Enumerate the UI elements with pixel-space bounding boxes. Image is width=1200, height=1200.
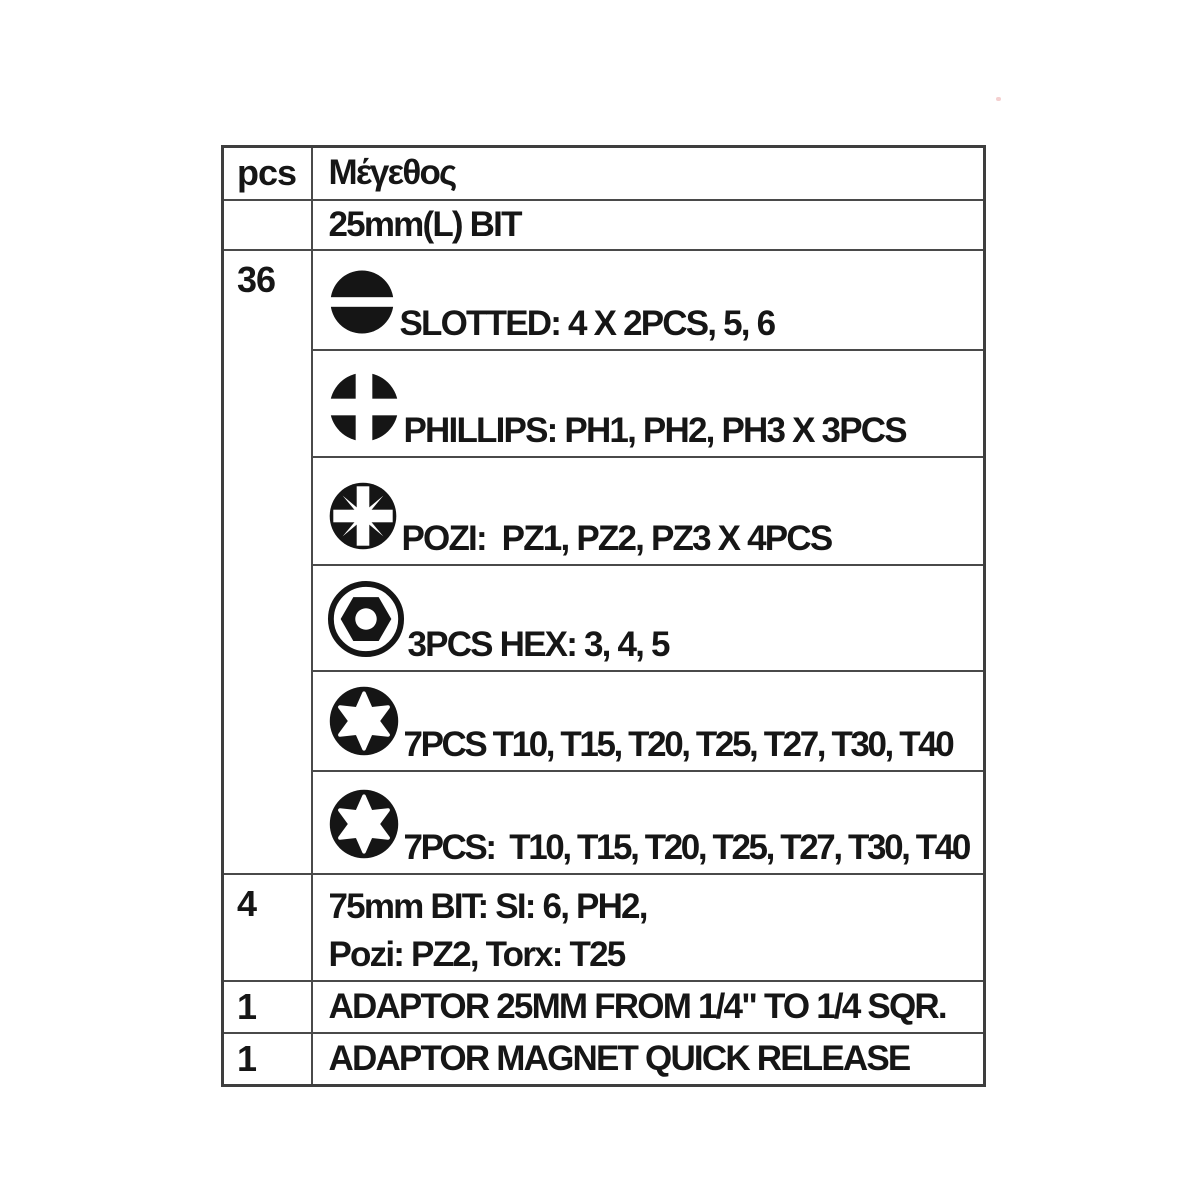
adaptor-magnet-label: ADAPTOR MAGNET QUICK RELEASE (312, 1033, 985, 1086)
table-row (223, 981, 985, 1033)
slotted-label: SLOTTED: 4 X 2PCS, 5, 6 (399, 303, 775, 343)
table-row (223, 671, 985, 771)
spec-table (221, 145, 986, 1087)
pcs-count-adaptor-2: 1 (223, 1033, 312, 1086)
adaptor-square-label: ADAPTOR 25MM FROM 1/4" TO 1/4 SQR. (312, 981, 985, 1033)
table-row (223, 771, 985, 874)
pcs-count-36: 36 (223, 250, 312, 874)
slotted-row-cell (312, 250, 985, 350)
75mm-bits-line2: Pozi: PZ2, Torx: T25 (328, 934, 625, 974)
pozi-label: POZI: PZ1, PZ2, PZ3 X 4PCS (401, 518, 832, 558)
torx-security-row-cell (312, 771, 985, 874)
75mm-bits-cell (312, 874, 985, 981)
table-row (223, 1033, 985, 1086)
table-row (223, 874, 985, 981)
pozi-row-cell (312, 457, 985, 565)
table-row (223, 147, 985, 200)
torx-security-label: 7PCS: T10, T15, T20, T25, T27, T30, T40 (403, 827, 969, 867)
table-row (223, 565, 985, 671)
subheader-pcs-empty (223, 200, 312, 250)
table-row (223, 457, 985, 565)
header-pcs: pcs (223, 147, 312, 200)
torx-bit-icon (327, 684, 401, 758)
subheader-size: 25mm(L) BIT (312, 200, 985, 250)
slotted-bit-icon (327, 267, 397, 337)
pcs-count-4: 4 (223, 874, 312, 981)
phillips-label: PHILLIPS: PH1, PH2, PH3 X 3PCS (403, 410, 906, 450)
header-size: Μέγεθος (312, 147, 985, 200)
phillips-row-cell (312, 350, 985, 457)
hex-bit-icon (327, 580, 405, 658)
75mm-bits-line1: 75mm BIT: SI: 6, PH2, (328, 886, 647, 926)
table-row (223, 350, 985, 457)
stray-mark (996, 97, 1001, 101)
table-row (223, 200, 985, 250)
torx-row-cell (312, 671, 985, 771)
bit-set-spec-table (221, 145, 986, 1087)
table-row (223, 250, 985, 350)
pcs-count-adaptor-1: 1 (223, 981, 312, 1033)
hex-row-cell (312, 565, 985, 671)
torx-bit-icon (327, 787, 401, 861)
torx-label: 7PCS T10, T15, T20, T25, T27, T30, T40 (403, 724, 953, 764)
hex-label: 3PCS HEX: 3, 4, 5 (407, 624, 669, 664)
phillips-bit-icon (327, 370, 401, 444)
pozi-bit-icon (327, 480, 399, 552)
